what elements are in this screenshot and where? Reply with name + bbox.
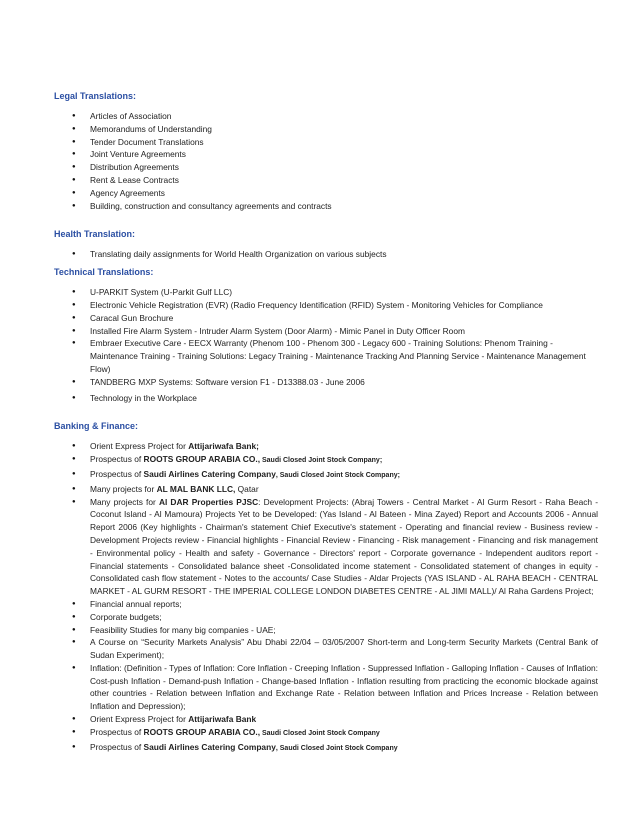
- list-item: ● Installed Fire Alarm System - Intruder Alarm System (Door Alarm) - Mimic Panel in Duty Officer Room: [54, 325, 598, 338]
- list-item: ● A Course on “Security Markets Analysis” Abu Dhabi 22/04 – 03/05/2007 Short-term and Long-term Security Markets (Central Bank of Sudan Experiment);: [54, 636, 598, 662]
- technical-heading: Technical Translations:: [54, 267, 154, 278]
- legal-list: [54, 110, 598, 212]
- list-item: ● Rent & Lease Contracts: [54, 174, 598, 187]
- banking-heading: Banking & Finance:: [54, 421, 139, 432]
- list-item: ● Agency Agreements: [54, 187, 598, 200]
- technical-list-extra: [54, 392, 598, 405]
- list-item: ● Orient Express Project for Attijariwafa Bank;: [54, 440, 598, 453]
- list-item: ● Tender Document Translations: [54, 136, 598, 149]
- list-item: ● Translating daily assignments for World Health Organization on various subjects: [54, 248, 598, 261]
- list-item: ● Joint Venture Agreements: [54, 148, 598, 161]
- list-item: ● Prospectus of ROOTS GROUP ARABIA CO., Saudi Closed Joint Stock Company: [54, 726, 598, 741]
- list-item: ● Embraer Executive Care - EECX Warranty (Phenom 100 - Phenom 300 - Legacy 600 - Training Solutions: Phenom Training - Maintenance Training - Training Solutions: Legacy Training - Maintenance Tracking And Planning Service - Maintenance Management Flow): [54, 337, 598, 375]
- list-item: ● Orient Express Project for Attijariwafa Bank: [54, 713, 598, 726]
- list-item: ● Articles of Association: [54, 110, 598, 123]
- technical-list: [54, 286, 598, 388]
- list-item: ● Electronic Vehicle Registration (EVR) (Radio Frequency Identification (RFID) System - Monitoring Vehicles for Compliance: [54, 299, 598, 312]
- health-heading: Health Translation:: [54, 229, 136, 240]
- health-list: [54, 248, 598, 261]
- list-item: ● Feasibility Studies for many big companies - UAE;: [54, 624, 598, 637]
- list-item: ● Many projects for Al DAR Properties PJSC: Development Projects: (Abraj Towers - Central Market - Al Gurm Resort - Raha Beach - Coconut Island - Al Mamoura) Projects Yet to be Developed: (Yas Island - Al Bateen - Mina Zayed) Report and Accounts 2006 - Annual Report 2006 (Key highlights - Chairman's statement Chief Executive's statement - Operating and financial review - Business review - Development Projects review - Financial highlights - Financial Review - Financing - Risk management - Financing and risk management - Environmental policy - Health and safety - Governance - Directors' report - Corporate governance - Independent auditors report - Financial statements - Consolidated balance sheet -Consolidated income statement - Consolidated statement of changes in equity -Consolidated cash flow statement - Notes to the accounts/ Case Studies - Aldar Projects (YAS ISLAND - AL RAHA BEACH - CENTRAL MARKET - AL GURM RESORT - THE IMPERIAL COLLEGE LONDON DIABETES CENTRE - AL JIMI MALL)/ Al Raha Gardens Project;: [54, 496, 598, 598]
- list-item: ● Technology in the Workplace: [54, 392, 598, 405]
- list-item: ● Many projects for AL MAL BANK LLC, Qatar: [54, 483, 598, 496]
- list-item: ● Caracal Gun Brochure: [54, 312, 598, 325]
- list-item: ● TANDBERG MXP Systems: Software version F1 - D13388.03 - June 2006: [54, 376, 598, 389]
- list-item: ● U-PARKIT System (U-Parkit Gulf LLC): [54, 286, 598, 299]
- list-item: ● Prospectus of Saudi Airlines Catering Company, Saudi Closed Joint Stock Company;: [54, 468, 598, 483]
- list-item: ● Inflation: (Definition - Types of Inflation: Core Inflation - Creeping Inflation - Suppressed Inflation - Galloping Inflation - Causes of Inflation: Cost-push Inflation - Demand-push Inflation - Change-based Inflation - Inflation resulting from practicing the economic blockade against other countries - Relation between Inflation and Exchange Rate - Relation between Inflation and Prices Increase - Relation between Inflation and Depression);: [54, 662, 598, 713]
- list-item: ● Memorandums of Understanding: [54, 123, 598, 136]
- list-item: ● Building, construction and consultancy agreements and contracts: [54, 200, 598, 213]
- banking-list: [54, 440, 598, 755]
- list-item: ● Prospectus of Saudi Airlines Catering Company, Saudi Closed Joint Stock Company: [54, 741, 598, 756]
- list-item: ● Prospectus of ROOTS GROUP ARABIA CO., Saudi Closed Joint Stock Company;: [54, 453, 598, 468]
- list-item: ● Distribution Agreements: [54, 161, 598, 174]
- legal-heading: Legal Translations:: [54, 91, 137, 101]
- list-item: ● Corporate budgets;: [54, 611, 598, 624]
- list-item: ● Financial annual reports;: [54, 598, 598, 611]
